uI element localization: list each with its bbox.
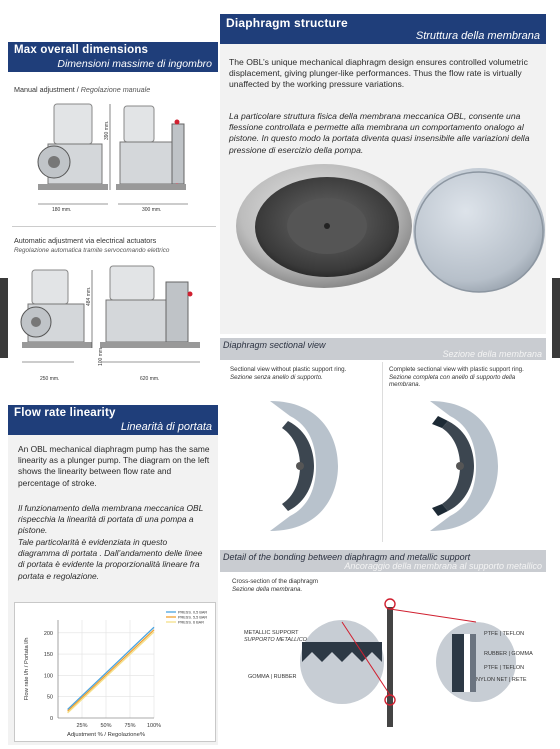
y-tick-label: 150 bbox=[43, 652, 53, 659]
y-tick-label: 50 bbox=[46, 694, 53, 701]
automatic-adjustment-label bbox=[14, 236, 169, 254]
rubber-label: RUBBER | GOMMA bbox=[484, 651, 533, 657]
rubber-left-label: GOMMA | RUBBER bbox=[248, 674, 297, 680]
diaphragm-structure-title: Diaphragm structure bbox=[226, 16, 348, 30]
flow-paragraph-it1: Il funzionamento della membrana meccanica OBL rispecchia la linearità di portata di una pompa a pistone. bbox=[18, 503, 204, 536]
metal-support-label-en: METALLIC SUPPORT bbox=[244, 630, 299, 636]
x-tick-label: 50% bbox=[100, 723, 112, 729]
automatic-pump-drawing bbox=[14, 262, 214, 374]
sectional-right-caption-en: Complete sectional view with plastic support ring. bbox=[389, 366, 524, 373]
flow-rate-chart bbox=[14, 602, 214, 740]
ptfe-bottom-label: PTFE | TEFLON bbox=[484, 665, 525, 671]
sectional-view-subtitle: Sezione della membrana bbox=[442, 349, 542, 359]
sectional-right-image bbox=[420, 396, 500, 536]
manual-pump-drawing bbox=[14, 100, 214, 216]
left-edge-strip bbox=[0, 278, 8, 358]
sectional-left-caption-en: Sectional view without plastic support ring. bbox=[230, 366, 347, 373]
dim-100-label: 100 mm. bbox=[98, 346, 104, 366]
series-line-1 bbox=[68, 630, 154, 711]
automatic-adjustment-it: Regolazione automatica tramite servocomando elettrico bbox=[14, 247, 170, 254]
legend-entry-2: PRESS. 6 BAR bbox=[178, 620, 204, 625]
ptfe-top-label: PTFE | TEFLON bbox=[484, 631, 525, 637]
manual-adjustment-label bbox=[14, 85, 150, 94]
manual-adjustment-en: Manual adjustment / bbox=[14, 85, 79, 94]
flow-paragraph-it2: Tale particolarità è evidenziata in questo diagramma di portata . Dall’andamento delle linee di portata è evidente la proporzionalità lineare fra portata e regolazione. bbox=[18, 537, 203, 581]
flow-linearity-title: Flow rate linearity bbox=[14, 407, 116, 419]
sectional-left-caption-it: Sezione senza anello di supporto. bbox=[230, 373, 323, 381]
sectional-left-image bbox=[260, 396, 340, 536]
dim-484-label: 484 mm. bbox=[86, 286, 92, 306]
dimensions-header bbox=[8, 42, 218, 72]
dim-390-label: 390 mm. bbox=[104, 120, 110, 140]
diaphragm-paragraph-it: La particolare struttura fisica della membrana meccanica OBL, consente una flessione controllata e permette alla membrana un comportamento onalogo al pistone. In questo modo la portata diventa quasi insensibile alle variazioni della pressione di esercizio della pompa. bbox=[229, 111, 530, 155]
automatic-adjustment-en: Automatic adjustment via electrical actuators bbox=[14, 236, 157, 245]
right-edge-strip bbox=[552, 278, 560, 358]
dimensions-subtitle: Dimensioni massime di ingombro bbox=[57, 58, 212, 70]
dimensions-divider bbox=[12, 226, 216, 227]
x-axis-label: Adjustment % / Regolazione% bbox=[67, 732, 145, 738]
y-tick-label: 200 bbox=[43, 630, 53, 637]
flow-linearity-header bbox=[8, 405, 218, 435]
dim-250-label: 250 mm. bbox=[40, 376, 60, 382]
diaphragm-structure-header bbox=[220, 14, 546, 44]
metal-support-label-it: SUPPORTO METALLICO bbox=[244, 637, 307, 643]
manual-adjustment-it: Regolazione manuale bbox=[80, 85, 151, 94]
bonding-cross-caption-en: Cross-section of the diaphragm bbox=[232, 578, 318, 585]
x-tick-label: 25% bbox=[76, 723, 88, 729]
nylon-label: NYLON NET | RETE bbox=[476, 677, 527, 683]
diaphragm-paragraph-en: The OBL’s unique mechanical diaphragm design ensures controlled volumetric displacement, giving plunger-like performances. Thus the flow rate is virtually unaffected by the working pressure variations. bbox=[229, 57, 528, 90]
sectional-right-caption bbox=[389, 366, 539, 389]
flow-paragraph-en: An OBL mechanical diaphragm pump has the same linearity as a plunger pump. The diagram on the left shows the linearity between flow rate and percentage of stroke. bbox=[18, 444, 210, 488]
legend-entry-1: PRESS. 5,5 BAR bbox=[178, 615, 208, 620]
dim-180-label: 180 mm. bbox=[52, 207, 72, 213]
legend-entry-0: PRESS. 0,5 BAR bbox=[178, 610, 208, 615]
dimensions-title: Max overall dimensions bbox=[14, 44, 149, 56]
sectional-divider bbox=[382, 362, 383, 542]
y-tick-label: 0 bbox=[49, 716, 53, 722]
bonding-bar bbox=[220, 550, 546, 572]
dim-300-label: 300 mm. bbox=[142, 207, 162, 213]
bonding-cross-caption-it: Sezione della membrana. bbox=[232, 585, 303, 593]
y-tick-label: 100 bbox=[43, 673, 53, 680]
sectional-left-caption bbox=[230, 366, 380, 381]
metal-support-label bbox=[244, 630, 307, 644]
sectional-right-caption-it: Sezione completa con anello di supporto della membrana. bbox=[389, 373, 516, 388]
sectional-view-bar bbox=[220, 338, 546, 360]
dim-620-label: 620 mm. bbox=[140, 376, 160, 382]
sectional-view-title: Diaphragm sectional view bbox=[223, 340, 326, 350]
x-tick-label: 75% bbox=[124, 723, 136, 729]
diaphragm-structure-subtitle: Struttura della membrana bbox=[415, 30, 540, 42]
diaphragm-photo bbox=[224, 160, 546, 332]
flow-linearity-subtitle: Linearità di portata bbox=[120, 421, 212, 433]
x-tick-label: 100% bbox=[146, 723, 162, 729]
y-axis-label: Flow rate l/h / Portata l/h bbox=[24, 637, 30, 701]
bonding-subtitle: Ancoraggio della membrana al supporto metallico bbox=[344, 561, 542, 571]
bonding-cross-caption bbox=[232, 578, 372, 593]
series-line-0 bbox=[68, 627, 154, 709]
bonding-title: Detail of the bonding between diaphragm and metallic support bbox=[223, 552, 471, 562]
series-line-2 bbox=[68, 632, 154, 713]
